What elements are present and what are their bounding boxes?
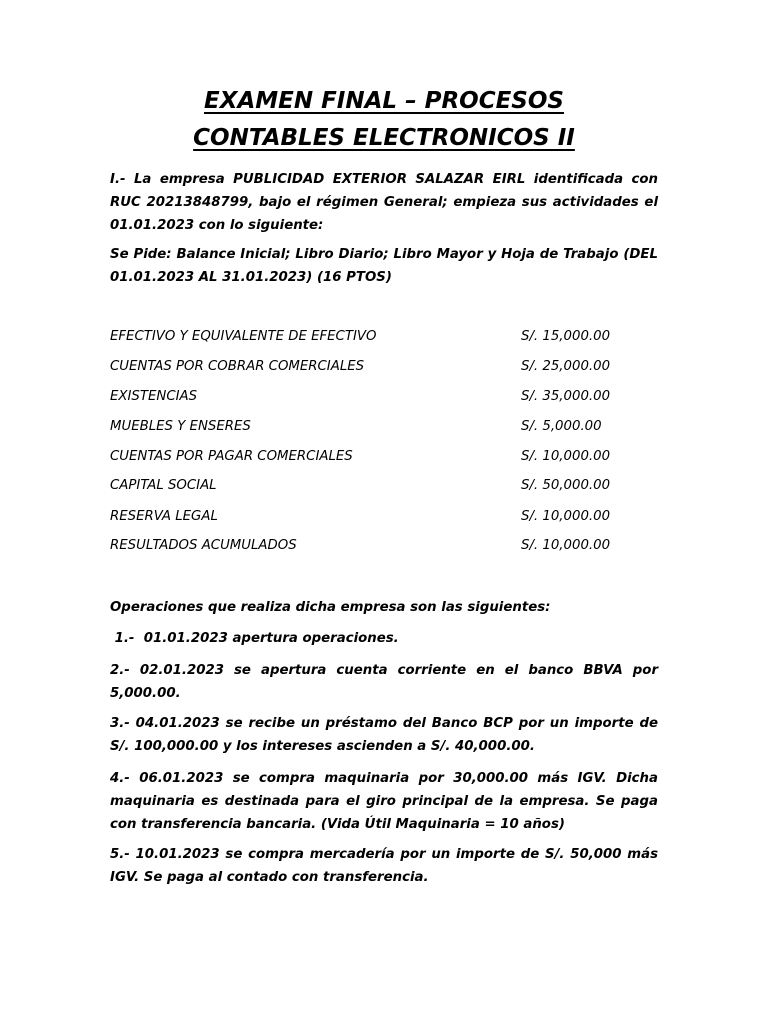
account-amount: S/. 50,000.00 [521,478,611,493]
operation-item: 5.- 10.01.2023 se compra mercadería por un importe de S/. 50,000 más IGV. Se paga al contado con transferencia. [110,847,658,885]
account-amount: S/. 15,000.00 [521,329,611,344]
account-amount: S/. 10,000.00 [521,538,611,553]
exam-title-line-2: CONTABLES ELECTRONICOS II [193,125,575,151]
account-name: RESERVA LEGAL [110,509,218,524]
account-name: EXISTENCIAS [110,389,198,404]
operation-item: 3.- 04.01.2023 se recibe un préstamo del Banco BCP por un importe de S/. 100,000.00 y los intereses ascienden a S/. 40,000.00. [110,716,658,754]
account-name: EFECTIVO Y EQUIVALENTE DE EFECTIVO [110,329,377,344]
intro-paragraph: I.- La empresa PUBLICIDAD EXTERIOR SALAZAR EIRL identificada con RUC 20213848799, bajo el régimen General; empieza sus actividades el 01.01.2023 con lo siguiente: [110,172,658,233]
operation-item: 4.- 06.01.2023 se compra maquinaria por 30,000.00 más IGV. Dicha maquinaria es destinada para el giro principal de la empresa. Se paga con transferencia bancaria. (Vida Útil Maquinaria = 10 años) [110,771,658,832]
account-name: MUEBLES Y ENSERES [110,419,251,434]
account-name: CUENTAS POR COBRAR COMERCIALES [110,359,365,374]
operation-item: 1.- 01.01.2023 apertura operaciones. [110,631,399,646]
account-amount: S/. 25,000.00 [521,359,611,374]
account-amount: S/. 10,000.00 [521,509,611,524]
account-amount: S/. 35,000.00 [521,389,611,404]
account-name: RESULTADOS ACUMULADOS [110,538,297,553]
account-name: CAPITAL SOCIAL [110,478,217,493]
requirement-paragraph: Se Pide: Balance Inicial; Libro Diario; Libro Mayor y Hoja de Trabajo (DEL 01.01.2023 AL 31.01.2023) (16 PTOS) [110,247,658,285]
operations-heading: Operaciones que realiza dicha empresa son las siguientes: [110,600,551,615]
account-amount: S/. 10,000.00 [521,449,611,464]
operation-item: 2.- 02.01.2023 se apertura cuenta corriente en el banco BBVA por 5,000.00. [110,663,658,701]
account-amount: S/. 5,000.00 [521,419,602,434]
exam-title-line-1: EXAMEN FINAL – PROCESOS [204,88,564,114]
account-name: CUENTAS POR PAGAR COMERCIALES [110,449,353,464]
